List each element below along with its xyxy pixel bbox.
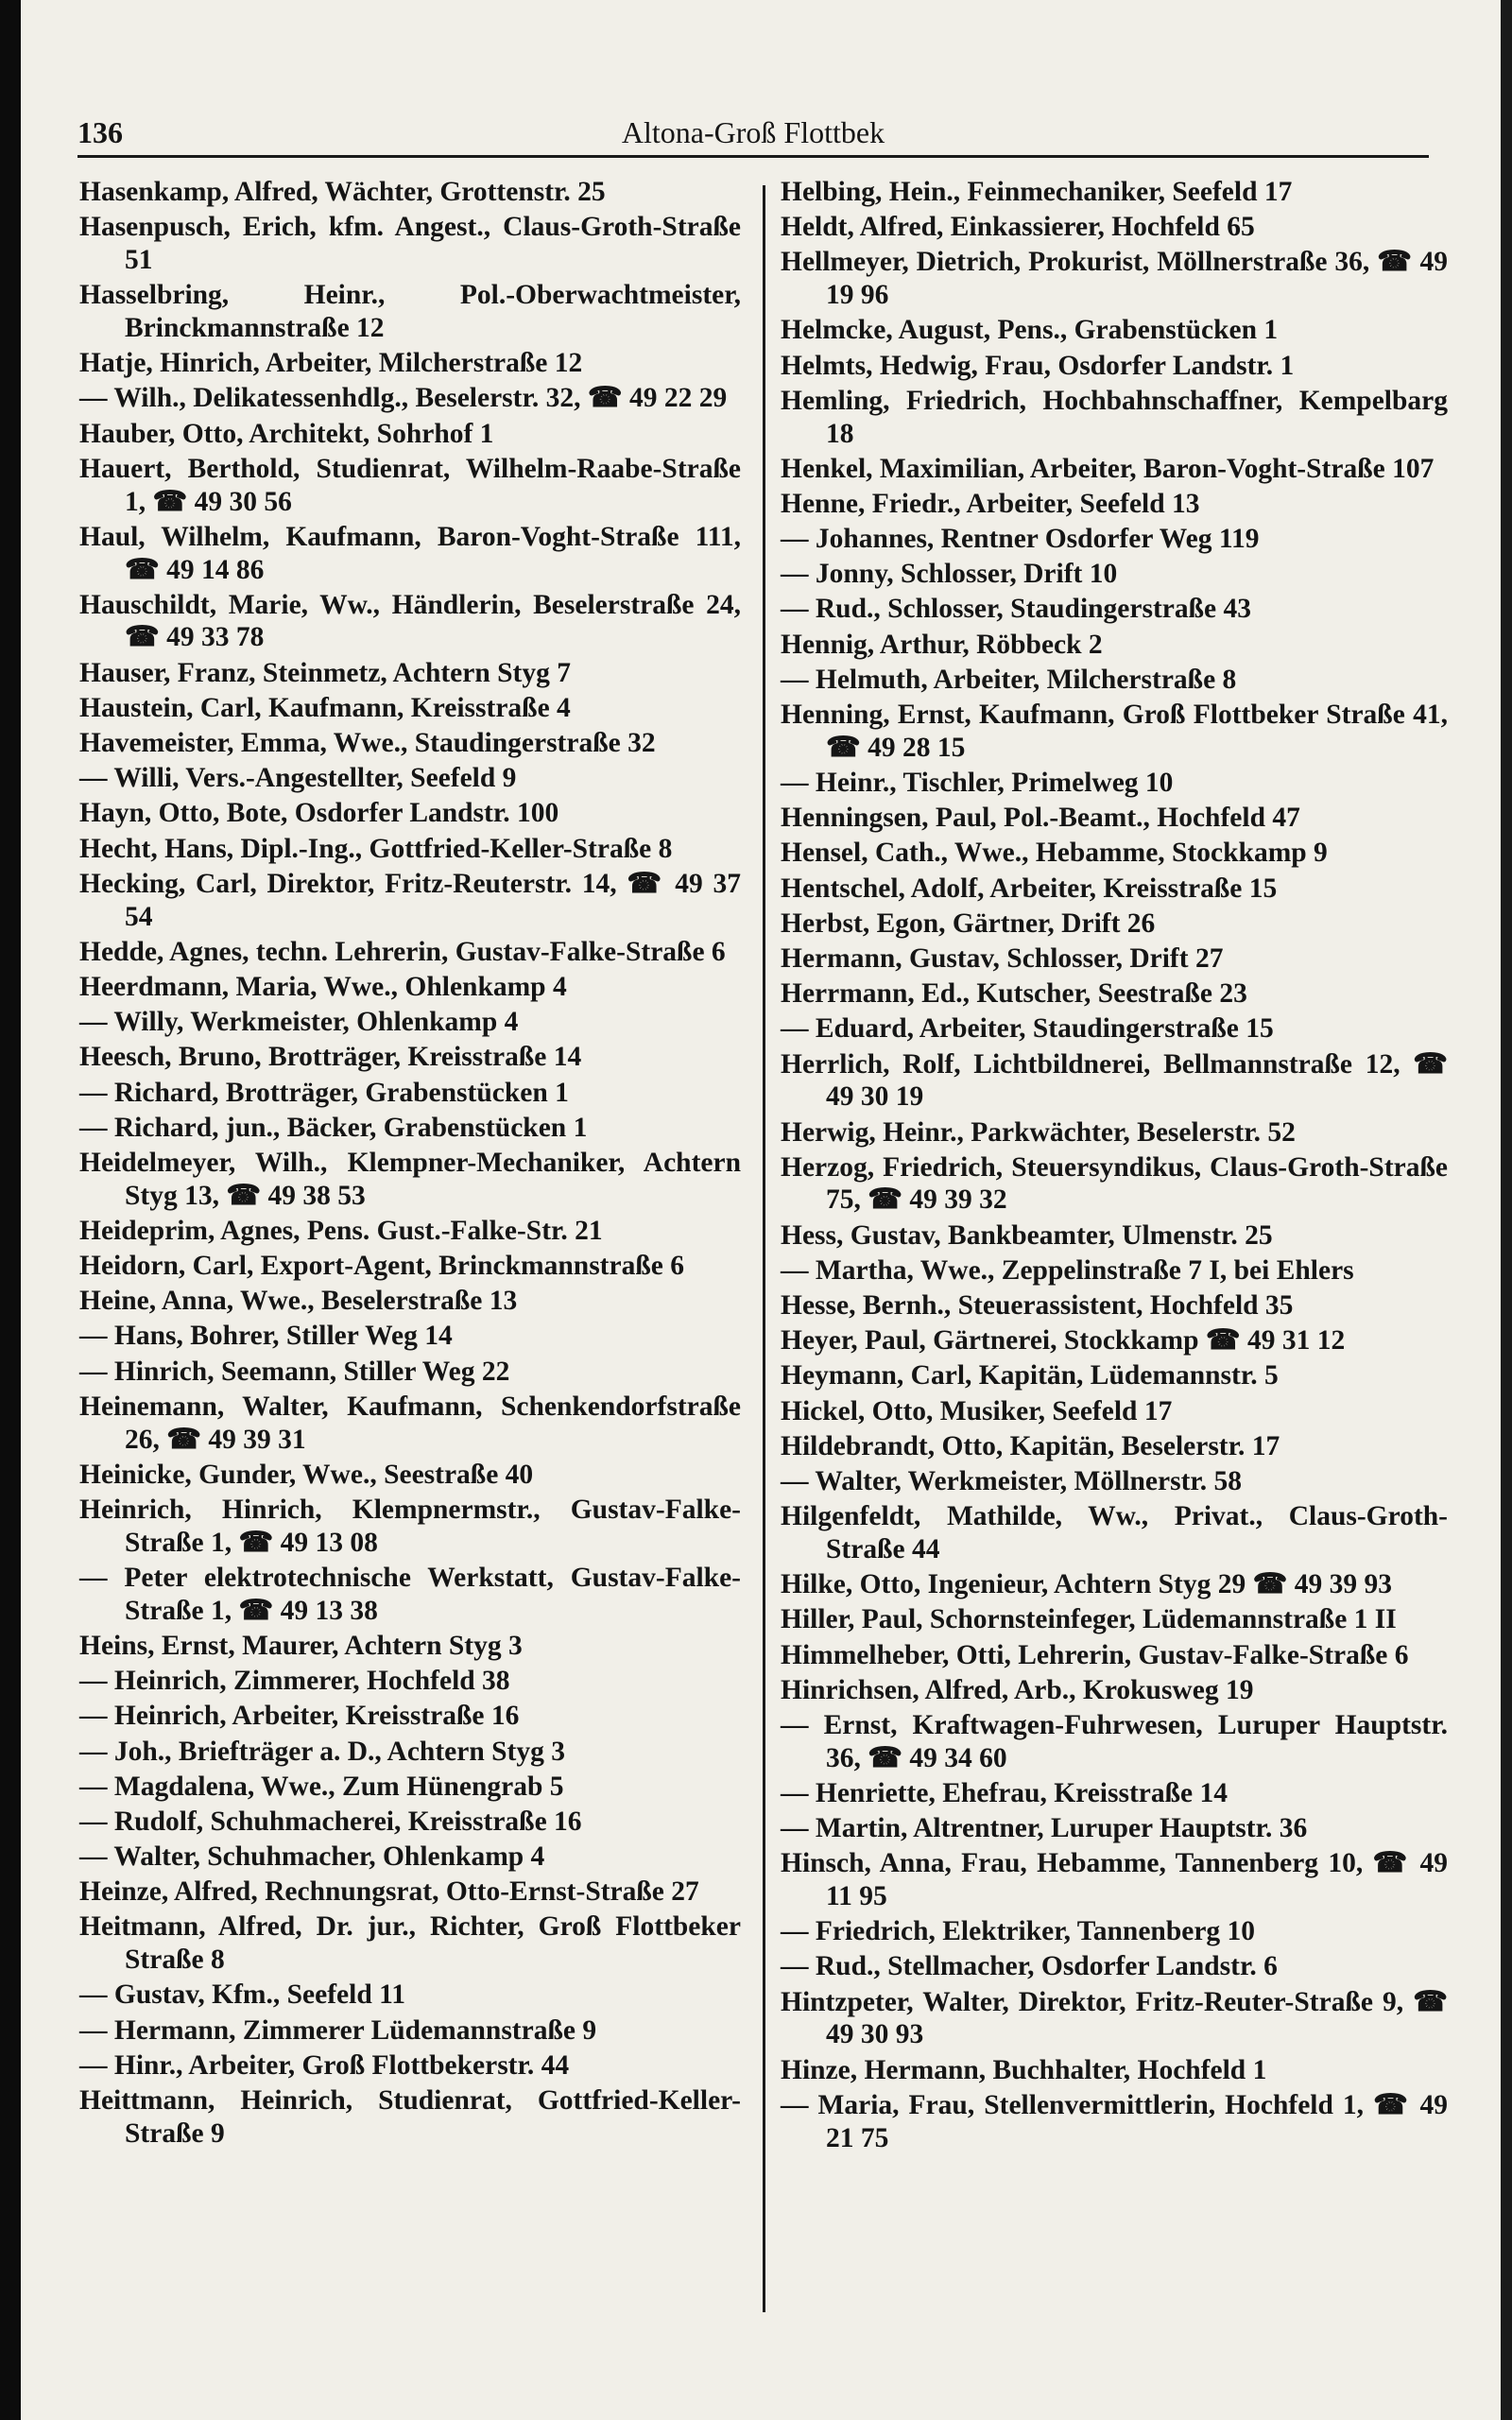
directory-entry: Hilke, Otto, Ingenieur, Achtern Styg 29 ☎ 49 39 93 bbox=[781, 1569, 1392, 1600]
directory-entry: Havemeister, Emma, Wwe., Staudingerstraße 32 bbox=[79, 728, 656, 759]
directory-entry: Haustein, Carl, Kaufmann, Kreisstraße 4 bbox=[79, 692, 571, 723]
directory-entry: — Willy, Werkmeister, Ohlenkamp 4 bbox=[79, 1007, 519, 1038]
directory-entry: Heesch, Bruno, Brotträger, Kreisstraße 14 bbox=[79, 1042, 582, 1073]
directory-entry: Heinrich, Hinrich, Klempnermstr., Gustav-Falke-Straße 1, ☎ 49 13 08 bbox=[79, 1495, 741, 1558]
directory-entry: Herbst, Egon, Gärtner, Drift 26 bbox=[781, 908, 1156, 939]
page-header bbox=[77, 112, 1429, 153]
directory-entry: Henne, Friedr., Arbeiter, Seefeld 13 bbox=[781, 488, 1200, 519]
directory-entry: — Hans, Bohrer, Stiller Weg 14 bbox=[79, 1321, 453, 1352]
directory-entry: — Rudolf, Schuhmacherei, Kreisstraße 16 bbox=[79, 1806, 582, 1837]
directory-entry: — Wilh., Delikatessenhdlg., Beselerstr. 32, ☎ 49 22 29 bbox=[79, 383, 728, 414]
directory-entry: Hensel, Cath., Wwe., Hebamme, Stockkamp 9 bbox=[781, 838, 1328, 869]
directory-entry: Hintzpeter, Walter, Direktor, Fritz-Reuter-Straße 9, ☎ 49 30 93 bbox=[781, 1986, 1455, 2050]
directory-entry: Hiller, Paul, Schornsteinfeger, Lüdemannstraße 1 II bbox=[781, 1604, 1397, 1635]
directory-entry: — Walter, Werkmeister, Möllnerstr. 58 bbox=[781, 1465, 1243, 1496]
directory-entry: Hinze, Hermann, Buchhalter, Hochfeld 1 bbox=[781, 2054, 1267, 2085]
directory-entry: — Peter elektrotechnische Werkstatt, Gustav-Falke-Straße 1, ☎ 49 13 38 bbox=[79, 1562, 741, 1626]
directory-entry: — Magdalena, Wwe., Zum Hünengrab 5 bbox=[79, 1771, 564, 1802]
directory-entry: Hatje, Hinrich, Arbeiter, Milcherstraße 12 bbox=[79, 348, 583, 379]
directory-entry: Hauschildt, Marie, Ww., Händlerin, Beselerstraße 24, ☎ 49 33 78 bbox=[79, 589, 748, 653]
directory-entry: — Richard, jun., Bäcker, Grabenstücken 1 bbox=[79, 1112, 588, 1143]
directory-entry: Himmelheber, Otti, Lehrerin, Gustav-Falke-Straße 6 bbox=[781, 1639, 1409, 1670]
directory-entry: — Henriette, Ehefrau, Kreisstraße 14 bbox=[781, 1777, 1228, 1808]
directory-entry: Heerdmann, Maria, Wwe., Ohlenkamp 4 bbox=[79, 971, 567, 1002]
header-rule bbox=[77, 155, 1429, 158]
directory-entry: Heymann, Carl, Kapitän, Lüdemannstr. 5 bbox=[781, 1360, 1279, 1392]
directory-entry: Hinrichsen, Alfred, Arb., Krokusweg 19 bbox=[781, 1674, 1254, 1705]
directory-entry: — Ernst, Kraftwagen-Fuhrwesen, Luruper Hauptstr. 36, ☎ 49 34 60 bbox=[781, 1709, 1455, 1773]
directory-entry: Heinze, Alfred, Rechnungsrat, Otto-Ernst-Straße 27 bbox=[79, 1876, 699, 1908]
directory-entry: — Martha, Wwe., Zeppelinstraße 7 I, bei Ehlers bbox=[781, 1254, 1354, 1286]
directory-entry: — Gustav, Kfm., Seefeld 11 bbox=[79, 1979, 405, 2011]
right-column bbox=[781, 176, 1455, 2157]
directory-entry: Hedde, Agnes, techn. Lehrerin, Gustav-Falke-Straße 6 bbox=[79, 936, 726, 967]
directory-entry: Hennig, Arthur, Röbbeck 2 bbox=[781, 629, 1103, 660]
directory-entry: Hesse, Bernh., Steuerassistent, Hochfeld 35 bbox=[781, 1290, 1294, 1322]
directory-entry: Hemling, Friedrich, Hochbahnschaffner, Kempelbarg 18 bbox=[781, 385, 1455, 449]
directory-entry: Heins, Ernst, Maurer, Achtern Styg 3 bbox=[79, 1630, 523, 1661]
directory-entry: Hauber, Otto, Architekt, Sohrhof 1 bbox=[79, 418, 494, 449]
directory-entry: — Rud., Stellmacher, Osdorfer Landstr. 6 bbox=[781, 1951, 1278, 1982]
directory-entry: Helmts, Hedwig, Frau, Osdorfer Landstr. 1 bbox=[781, 350, 1295, 381]
directory-entry: — Willi, Vers.-Angestellter, Seefeld 9 bbox=[79, 763, 517, 794]
directory-entry: — Martin, Altrentner, Luruper Hauptstr. 36 bbox=[781, 1813, 1308, 1844]
directory-entry: — Eduard, Arbeiter, Staudingerstraße 15 bbox=[781, 1013, 1274, 1045]
directory-entry: Hecht, Hans, Dipl.-Ing., Gottfried-Keller-Straße 8 bbox=[79, 833, 673, 864]
directory-entry: Hasenpusch, Erich, kfm. Angest., Claus-Groth-Straße 51 bbox=[79, 212, 748, 275]
directory-entry: — Richard, Brotträger, Grabenstücken 1 bbox=[79, 1077, 569, 1108]
directory-entry: — Jonny, Schlosser, Drift 10 bbox=[781, 559, 1118, 590]
directory-entry: Henningsen, Paul, Pol.-Beamt., Hochfeld 47 bbox=[781, 803, 1300, 834]
directory-entry: Heinicke, Gunder, Wwe., Seestraße 40 bbox=[79, 1459, 534, 1490]
directory-entry: Hellmeyer, Dietrich, Prokurist, Möllnerstraße 36, ☎ 49 19 96 bbox=[781, 247, 1455, 311]
directory-entry: — Hermann, Zimmerer Lüdemannstraße 9 bbox=[79, 2014, 597, 2046]
directory-entry: Hickel, Otto, Musiker, Seefeld 17 bbox=[781, 1395, 1173, 1426]
directory-entry: — Johannes, Rentner Osdorfer Weg 119 bbox=[781, 524, 1260, 555]
directory-entry: Hinsch, Anna, Frau, Hebamme, Tannenberg 10, ☎ 49 11 95 bbox=[781, 1848, 1455, 1912]
directory-entry: Hess, Gustav, Bankbeamter, Ulmenstr. 25 bbox=[781, 1219, 1273, 1251]
directory-entry: Haul, Wilhelm, Kaufmann, Baron-Voght-Straße 111, ☎ 49 14 86 bbox=[79, 521, 748, 585]
directory-entry: Heyer, Paul, Gärtnerei, Stockkamp ☎ 49 31 12 bbox=[781, 1325, 1346, 1357]
page-number: 136 bbox=[77, 115, 123, 149]
directory-entry: Herrmann, Ed., Kutscher, Seestraße 23 bbox=[781, 978, 1247, 1010]
directory-entry: Hentschel, Adolf, Arbeiter, Kreisstraße 15 bbox=[781, 873, 1278, 904]
directory-entry: — Maria, Frau, Stellenvermittlerin, Hochfeld 1, ☎ 49 21 75 bbox=[781, 2089, 1455, 2153]
directory-entry: — Joh., Briefträger a. D., Achtern Styg 3 bbox=[79, 1736, 565, 1767]
directory-entry: — Helmuth, Arbeiter, Milcherstraße 8 bbox=[781, 664, 1237, 695]
directory-entry: — Friedrich, Elektriker, Tannenberg 10 bbox=[781, 1916, 1256, 1947]
column-divider bbox=[763, 185, 765, 2312]
directory-entry: Herrlich, Rolf, Lichtbildnerei, Bellmannstraße 12, ☎ 49 30 19 bbox=[781, 1048, 1455, 1113]
left-column bbox=[79, 176, 748, 2152]
directory-entry: Hasenkamp, Alfred, Wächter, Grottenstr. 25 bbox=[79, 177, 606, 207]
directory-entry: Herwig, Heinr., Parkwächter, Beselerstr. 52 bbox=[781, 1116, 1296, 1148]
directory-entry: Heldt, Alfred, Einkassierer, Hochfeld 65 bbox=[781, 212, 1255, 243]
directory-entry: — Rud., Schlosser, Staudingerstraße 43 bbox=[781, 594, 1252, 625]
directory-entry: Heinemann, Walter, Kaufmann, Schenkendorfstraße 26, ☎ 49 39 31 bbox=[79, 1391, 748, 1455]
directory-entry: Henning, Ernst, Kaufmann, Groß Flottbeker Straße 41, ☎ 49 28 15 bbox=[781, 700, 1455, 763]
directory-entry: Helmcke, August, Pens., Grabenstücken 1 bbox=[781, 315, 1279, 346]
directory-entry: Heidelmeyer, Wilh., Klempner-Mechaniker, Achtern Styg 13, ☎ 49 38 53 bbox=[79, 1147, 748, 1211]
directory-entry: Herzog, Friedrich, Steuersyndikus, Claus-Groth-Straße 75, ☎ 49 39 32 bbox=[781, 1151, 1455, 1216]
directory-entry: — Hinrich, Seemann, Stiller Weg 22 bbox=[79, 1356, 510, 1387]
directory-entry: Heidorn, Carl, Export-Agent, Brinckmannstraße 6 bbox=[79, 1251, 684, 1282]
directory-entry: — Heinrich, Zimmerer, Hochfeld 38 bbox=[79, 1666, 510, 1697]
directory-entry: Hermann, Gustav, Schlosser, Drift 27 bbox=[781, 942, 1224, 974]
directory-entry: Heine, Anna, Wwe., Beselerstraße 13 bbox=[79, 1286, 518, 1317]
directory-entry: Henkel, Maximilian, Arbeiter, Baron-Voght-Straße 107 bbox=[781, 453, 1435, 484]
directory-entry: Heittmann, Heinrich, Studienrat, Gottfried-Keller-Straße 9 bbox=[79, 2085, 741, 2149]
directory-entry: Hayn, Otto, Bote, Osdorfer Landstr. 100 bbox=[79, 798, 559, 829]
directory-entry: Hauert, Berthold, Studienrat, Wilhelm-Raabe-Straße 1, ☎ 49 30 56 bbox=[79, 453, 748, 517]
running-title: Altona-Groß Flottbek bbox=[621, 115, 885, 149]
directory-entry: — Hinr., Arbeiter, Groß Flottbekerstr. 44 bbox=[79, 2049, 570, 2081]
directory-entry: Hasselbring, Heinr., Pol.-Oberwachtmeister, Brinckmannstraße 12 bbox=[79, 280, 748, 343]
directory-entry: Hildebrandt, Otto, Kapitän, Beselerstr. 17 bbox=[781, 1430, 1280, 1461]
directory-entry: Helbing, Hein., Feinmechaniker, Seefeld 17 bbox=[781, 177, 1293, 207]
directory-entry: — Heinr., Tischler, Primelweg 10 bbox=[781, 768, 1174, 799]
directory-entry: — Walter, Schuhmacher, Ohlenkamp 4 bbox=[79, 1841, 545, 1873]
directory-entry: Hauser, Franz, Steinmetz, Achtern Styg 7 bbox=[79, 657, 572, 688]
directory-entry: — Heinrich, Arbeiter, Kreisstraße 16 bbox=[79, 1701, 520, 1732]
directory-entry: Heideprim, Agnes, Pens. Gust.-Falke-Str. 21 bbox=[79, 1215, 603, 1246]
directory-entry: Heitmann, Alfred, Dr. jur., Richter, Groß Flottbeker Straße 8 bbox=[79, 1911, 748, 1976]
directory-entry: Hilgenfeldt, Mathilde, Ww., Privat., Claus-Groth-Straße 44 bbox=[781, 1501, 1448, 1564]
directory-entry: Hecking, Carl, Direktor, Fritz-Reuterstr. 14, ☎ 49 37 54 bbox=[79, 868, 748, 932]
